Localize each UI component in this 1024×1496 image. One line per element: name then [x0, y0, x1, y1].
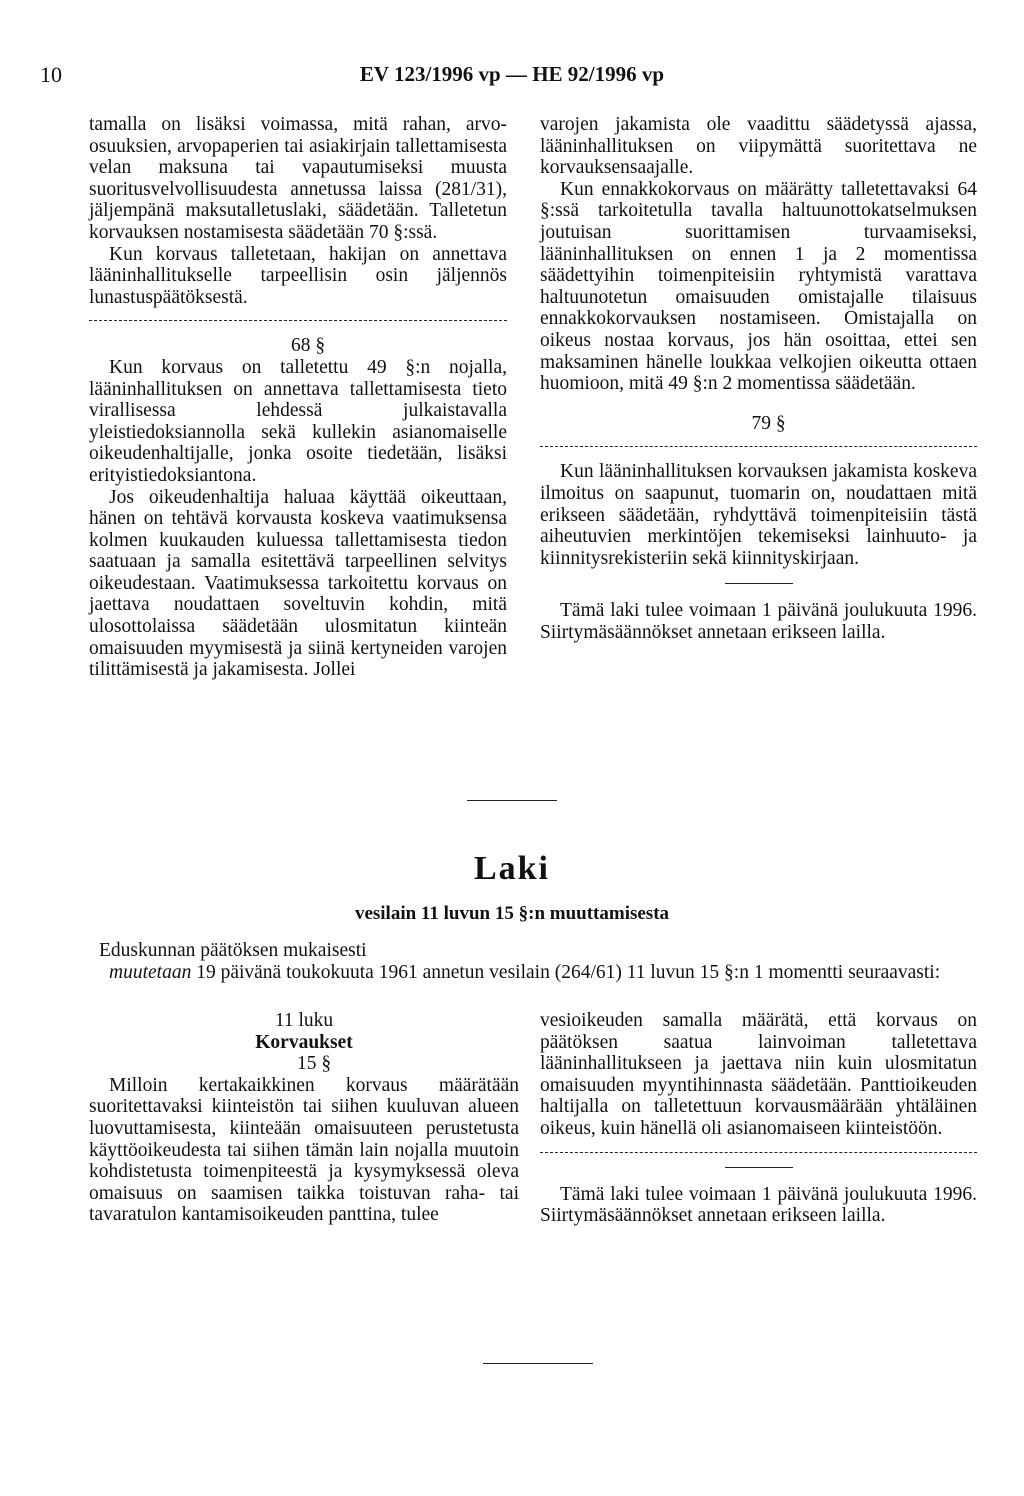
section-heading-68: 68 §	[290, 335, 326, 357]
intro-text: 19 päivänä toukokuuta 1961 annetun vesilain (264/61) 11 luvun 15 §:n 1 momentti seuraavasti:	[191, 962, 941, 983]
paragraph: vesioikeuden samalla määrätä, että korvaus on päätöksen saatua lainvoiman talletettava lääninhallitukseen ja jaettava niin kuin ulosmitatun omaisuuden myyntihinnasta säädetään. Panttioikeuden haltijalla on talletettuun korvausmäärään yhtäläinen oikeus, kuin hänellä oli asianomaiseen kiinteistöön.	[540, 1010, 977, 1139]
bottom-right-column	[540, 1010, 977, 1227]
paragraph: varojen jakamista ole vaadittu säädetyssä ajassa, lääninhallituksen on viipymättä suoritettava ne korvauksensaajalle.	[540, 114, 977, 179]
intro-line	[89, 962, 977, 984]
bottom-left-column	[89, 1010, 519, 1226]
paragraph: Tämä laki tulee voimaan 1 päivänä joulukuuta 1996. Siirtymäsäännökset annetaan erikseen lailla.	[540, 600, 977, 643]
omission-dashes	[89, 320, 507, 321]
paragraph: Tämä laki tulee voimaan 1 päivänä joulukuuta 1996. Siirtymäsäännökset annetaan erikseen lailla.	[540, 1183, 977, 1227]
law-intro	[89, 940, 977, 984]
omission-dashes	[540, 1152, 977, 1153]
omission-dashes	[540, 446, 977, 447]
intro-line: Eduskunnan päätöksen mukaisesti	[99, 940, 367, 961]
paragraph: Kun lääninhallituksen korvauksen jakamista koskeva ilmoitus on saapunut, tuomarin on, noudattaen mitä erikseen säädetään, ryhdyttävä toimenpiteisiin tästä aiheutuvien merkintöjen tekemiseksi lainhuuto- ja kiinnitysrekisteriin sekä kiinnityskirjaan.	[540, 461, 977, 569]
divider-rule	[725, 1167, 793, 1168]
paragraph: Kun korvaus on talletettu 49 §:n nojalla, lääninhallituksen on annettava tallettamisesta tieto virallisessa lehdessä julkaistavalla yleistiedoksiannolla sekä kullekin asianomaiselle oikeudenhaltijalle, jonka osoite tiedetään, lisäksi erityistiedoksiantona.	[89, 356, 507, 486]
page-number: 10	[40, 62, 62, 87]
law-title: Laki	[473, 850, 551, 887]
divider-rule	[467, 800, 557, 801]
top-right-column	[540, 114, 977, 643]
chapter-heading: 11 luku	[274, 1010, 334, 1031]
paragraph: Milloin kertakaikkinen korvaus määrätään suoritettavaksi kiinteistön tai siihen kuuluvan alueen luovuttamisesta, kiinteään omaisuuteen perustetusta käyttöoikeudesta tai siihen tämän lain nojalla muutoin kohdistetusta toimenpiteestä ja kysymyksessä oleva omaisuus on saamisen taikka toistuvan raha- tai tavaratulon kantamisoikeuden panttina, tulee	[89, 1074, 519, 1226]
running-header: EV 123/1996 vp — HE 92/1996 vp	[359, 62, 665, 86]
chapter-title: Korvaukset	[255, 1031, 353, 1053]
section-heading-15: 15 §	[296, 1053, 332, 1075]
intro-verb: muutetaan	[109, 962, 192, 983]
law-subtitle: vesilain 11 luvun 15 §:n muuttamisesta	[354, 903, 670, 924]
paragraph: Kun ennakkokorvaus on määrätty talletettavaksi 64 §:ssä tarkoitetulla tavalla haltuunottokatselmuksen joutuisan suorittamisen turvaamiseksi, lääninhallituksen on ennen 1 ja 2 momentissa säädettyihin toimenpiteisiin ryhtymistä varattava haltuunotetun omaisuuden omistajalle tilaisuus ennakkokorvauksen nostamiseen. Omistajalla on oikeus nostaa korvaus, jos hän osoittaa, ettei sen maksaminen hänelle loukkaa velkojien oikeutta ottaen huomioon, mitä 49 §:n 2 momentissa säädetään.	[540, 178, 977, 395]
paragraph: Kun korvaus talletetaan, hakijan on annettava lääninhallitukselle tarpeellisin osin jäljennös lunastuspäätöksestä.	[89, 243, 507, 308]
paragraph: Jos oikeudenhaltija haluaa käyttää oikeuttaan, hänen on tehtävä korvausta koskeva vaatimuksensa kolmen kuukauden kuluessa tallettamisesta tiedon saatuaan ja samalla esitettävä tarpeellinen selvitys oikeudestaan. Vaatimuksessa tarkoitettu korvaus on jaettava noudattaen soveltuvin kohdin, mitä ulosottolaissa säädetään ulosmitatun kiinteän omaisuuden myymisestä ja siinä kertyneiden varojen tilittämisestä ja jakamisesta. Jollei	[89, 486, 507, 681]
section-heading-79: 79 §	[751, 412, 786, 434]
top-left-column	[89, 114, 507, 681]
paragraph: tamalla on lisäksi voimassa, mitä rahan, arvo-osuuksien, arvopaperien tai asiakirjain tallettamisesta velan maksuna tai vapautumiseksi muusta suoritusvelvollisuudesta annetussa laissa (281/31), jäljempänä maksutalletuslaki, säädetään. Talletetun korvauksen nostamisesta säädetään 70 §:ssä.	[89, 114, 507, 243]
divider-rule	[725, 583, 793, 584]
divider-rule	[483, 1363, 593, 1364]
